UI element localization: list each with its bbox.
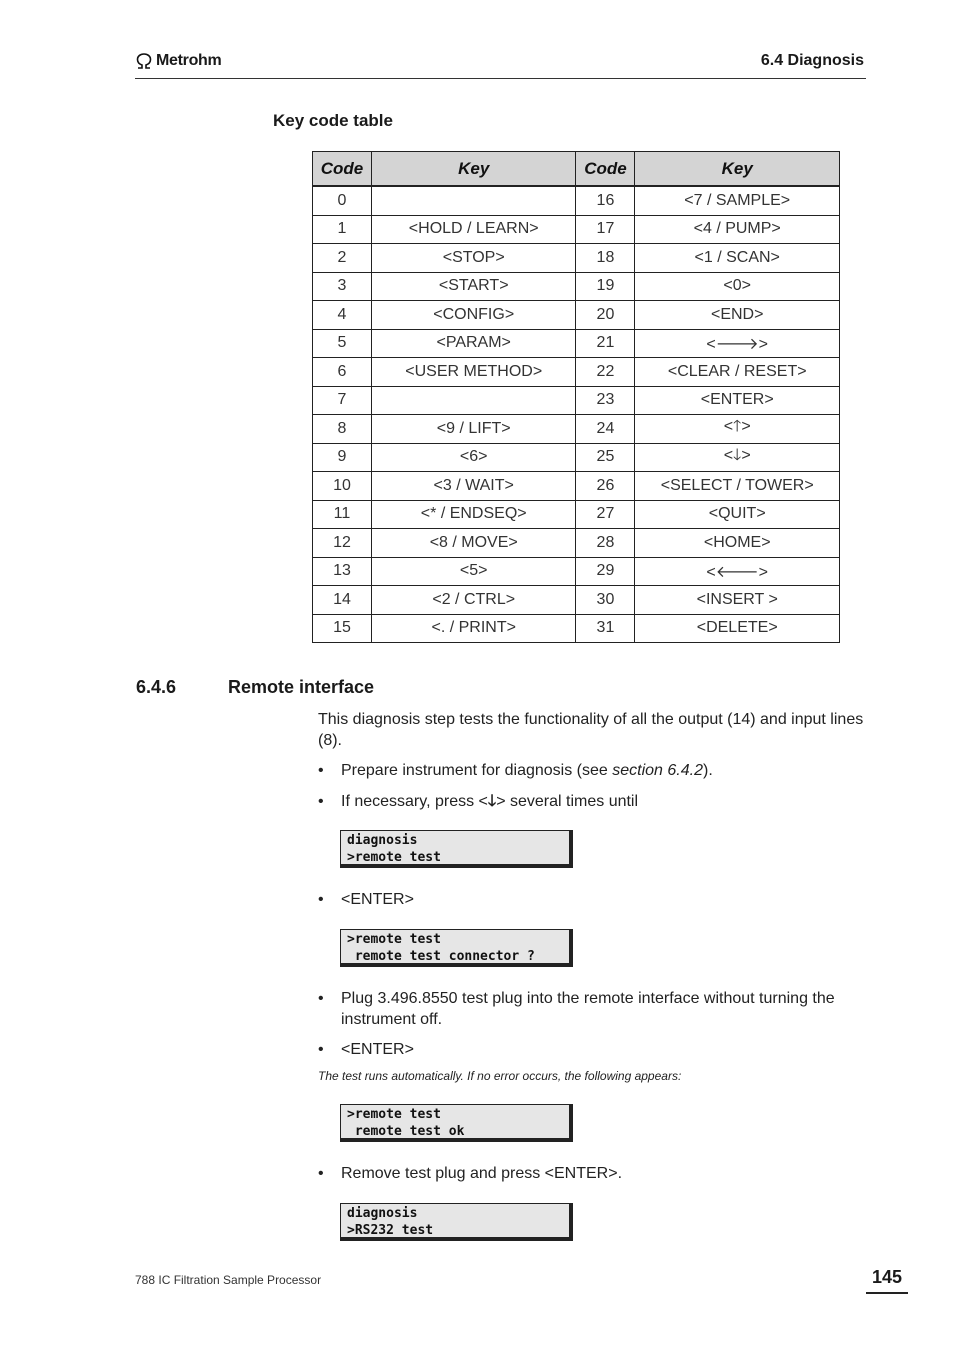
table-row [313,614,840,643]
code-cell: 1 [313,215,372,244]
key-cell: <0> [635,272,840,301]
code-cell: 2 [313,244,372,273]
table-row [313,586,840,615]
table-row [313,415,840,444]
key-cell: <END> [635,301,840,330]
code-cell: 19 [576,272,635,301]
column-header-key: Key [371,152,576,187]
key-cell: <🡓> [635,443,840,472]
bullet-dot: • [318,990,324,1007]
code-cell: 13 [313,557,372,586]
key-cell: <4 / PUMP> [635,215,840,244]
key-cell: <USER METHOD> [371,358,576,387]
key-cell: <INSERT > [635,586,840,615]
key-cell: <ENTER> [635,386,840,415]
lcd-display: >remote test remote test connector ? [340,929,573,967]
code-cell: 8 [313,415,372,444]
code-cell: 18 [576,244,635,273]
column-header-code: Code [576,152,635,187]
table-row [313,443,840,472]
table-row [313,215,840,244]
list-item-text: If necessary, press <🡓> several times until [341,793,639,810]
table-row [313,529,840,558]
key-cell: <2 / CTRL> [371,586,576,615]
key-cell: <CLEAR / RESET> [635,358,840,387]
lcd-display: diagnosis >remote test [340,830,573,868]
bullet-dot: • [318,1041,324,1058]
key-cell: <1 / SCAN> [635,244,840,273]
table-row [313,329,840,358]
code-cell: 9 [313,443,372,472]
key-cell: <7 / SAMPLE> [635,186,840,215]
code-cell: 29 [576,557,635,586]
key-cell [371,186,576,215]
code-cell: 14 [313,586,372,615]
key-cell: <. / PRINT> [371,614,576,643]
key-cell: <HOLD / LEARN> [371,215,576,244]
footer-product-name: 788 IC Filtration Sample Processor [135,1273,322,1287]
header-section-title: 6.4 Diagnosis [760,52,864,69]
key-code-table [312,151,840,643]
page-number: 145 [871,1267,903,1287]
code-cell: 22 [576,358,635,387]
code-cell: 26 [576,472,635,501]
key-cell: <HOME> [635,529,840,558]
list-item [318,760,713,781]
arrow-down-icon: 🡓 [487,793,497,810]
list-item [318,791,638,812]
bullet-dot: • [318,1165,324,1182]
table-row [313,186,840,215]
code-cell: 30 [576,586,635,615]
column-header-key: Key [635,152,840,187]
table-row [313,244,840,273]
intro-paragraph: This diagnosis step tests the functionality of all the output (14) and input lines (8). [318,711,864,749]
lcd-display: >remote test remote test ok [340,1104,573,1142]
code-cell: 7 [313,386,372,415]
code-cell: 16 [576,186,635,215]
note-text: The test runs automatically. If no error occurs, the following appears: [318,1069,682,1083]
list-item [318,889,414,910]
table-row [313,500,840,529]
code-cell: 0 [313,186,372,215]
header-divider [135,78,866,79]
code-cell: 3 [313,272,372,301]
key-cell: <SELECT / TOWER> [635,472,840,501]
code-cell: 15 [313,614,372,643]
key-cell: <🡐> [635,557,840,586]
list-item [318,988,866,1030]
key-cell: <CONFIG> [371,301,576,330]
code-cell: 11 [313,500,372,529]
key-cell: <5> [371,557,576,586]
key-cell [371,386,576,415]
code-cell: 23 [576,386,635,415]
list-item [318,1039,414,1060]
table-title: Key code table [273,111,393,130]
code-cell: 17 [576,215,635,244]
bullet-dot: • [318,762,324,779]
key-cell: <🡑> [635,415,840,444]
list-item-text: <ENTER> [341,1041,414,1058]
code-cell: 31 [576,614,635,643]
table-row [313,557,840,586]
code-cell: 24 [576,415,635,444]
table-row [313,301,840,330]
code-cell: 25 [576,443,635,472]
key-cell: <QUIT> [635,500,840,529]
bullet-dot: • [318,793,324,810]
code-cell: 10 [313,472,372,501]
code-cell: 21 [576,329,635,358]
list-item-text: Remove test plug and press <ENTER>. [341,1165,623,1182]
column-header-code: Code [313,152,372,187]
table-row [313,472,840,501]
section-reference: section 6.4.2 [612,762,703,779]
table-row [313,272,840,301]
key-cell: <STOP> [371,244,576,273]
omega-icon [135,53,153,69]
list-item-text: Prepare instrument for diagnosis (see section 6.4.2). [341,762,713,779]
key-cell: <3 / WAIT> [371,472,576,501]
key-cell: <9 / LIFT> [371,415,576,444]
list-item-text: <ENTER> [341,891,414,908]
code-cell: 6 [313,358,372,387]
lcd-display: diagnosis >RS232 test [340,1203,573,1241]
code-cell: 4 [313,301,372,330]
section-number: 6.4.6 [136,677,177,697]
page-number-underline [866,1292,908,1294]
list-item-text: Plug 3.496.8550 test plug into the remote interface without turning the instrument off. [341,990,835,1028]
table-row [313,358,840,387]
key-cell: <6> [371,443,576,472]
code-cell: 28 [576,529,635,558]
table-row [313,386,840,415]
key-cell: <* / ENDSEQ> [371,500,576,529]
bullet-dot: • [318,891,324,908]
code-cell: 12 [313,529,372,558]
list-item [318,1163,622,1184]
key-cell: <8 / MOVE> [371,529,576,558]
key-cell: <DELETE> [635,614,840,643]
metrohm-logo [135,52,221,70]
code-cell: 20 [576,301,635,330]
key-cell: <START> [371,272,576,301]
table-header-row [313,152,840,187]
section-title: Remote interface [228,677,375,697]
code-cell: 5 [313,329,372,358]
key-cell: <🡒> [635,329,840,358]
logo-text: Metrohm [156,52,222,69]
code-cell: 27 [576,500,635,529]
key-cell: <PARAM> [371,329,576,358]
